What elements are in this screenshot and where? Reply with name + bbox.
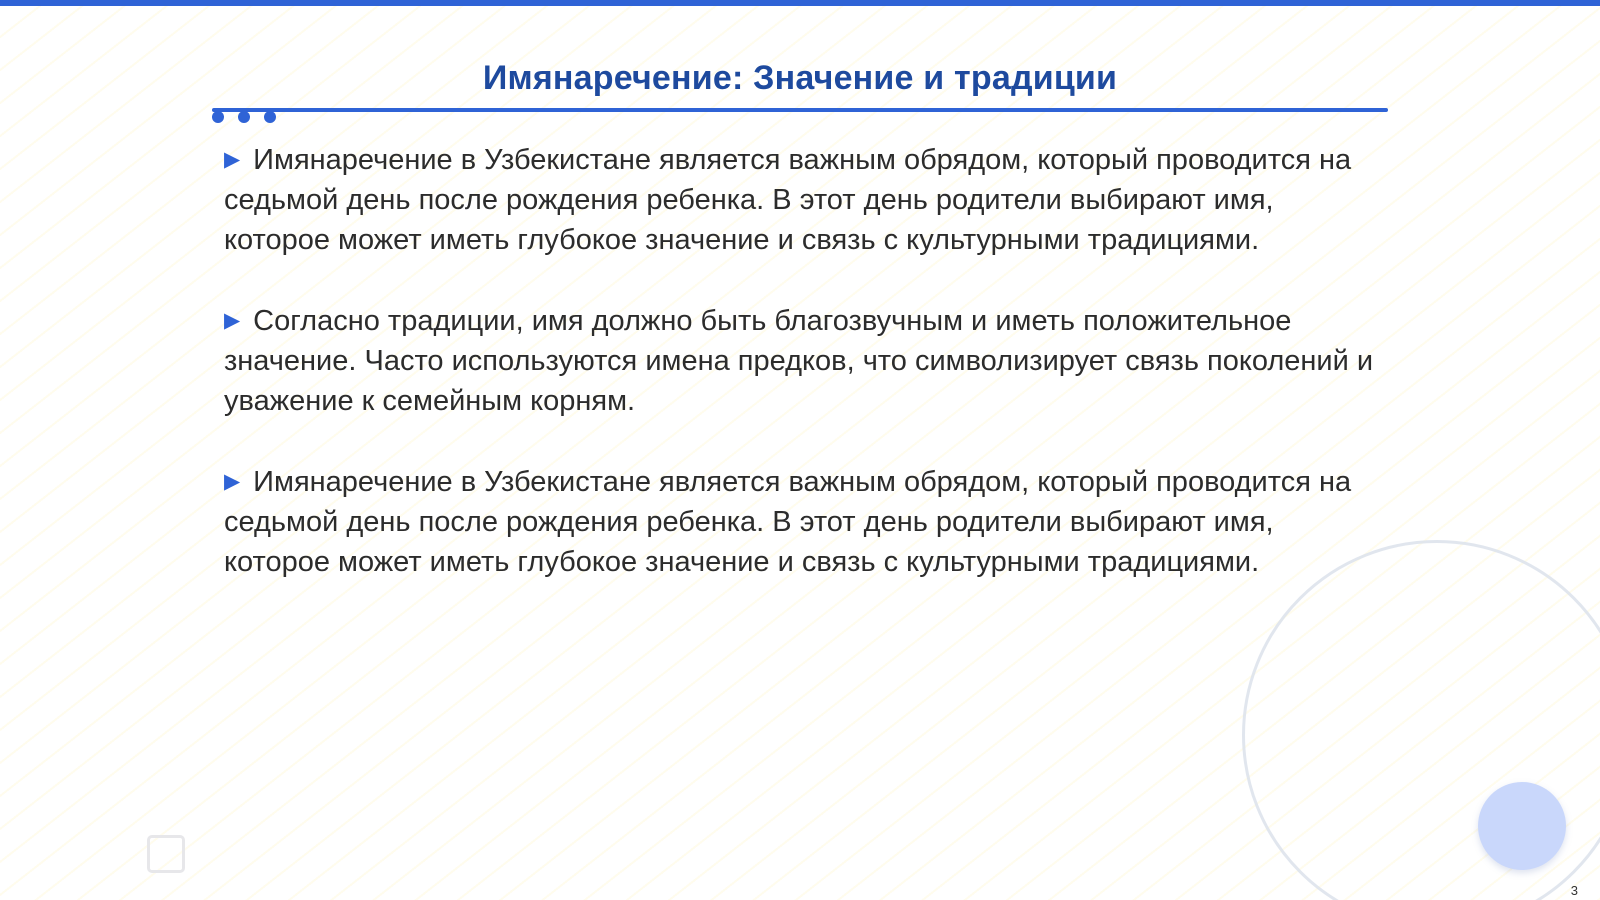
bullet-item bbox=[224, 140, 1374, 260]
page-number: 3 bbox=[1570, 883, 1578, 898]
decorative-square-outline bbox=[147, 835, 185, 873]
dot-icon bbox=[212, 111, 224, 123]
slide-title: Имянаречение: Значение и традиции bbox=[482, 59, 1118, 97]
triangle-right-icon: ▶ bbox=[224, 148, 241, 171]
bullet-text: Согласно традиции, имя должно быть благозвучным и иметь положительное значение. Часто используются имена предков, что символизирует связь поколений и уважение к семейным корням. bbox=[224, 305, 1374, 417]
top-accent-bar bbox=[0, 0, 1600, 6]
dot-icon bbox=[264, 111, 276, 123]
bullet-text: Имянаречение в Узбекистане является важным обрядом, который проводится на седьмой день после рождения ребенка. В этот день родители выбирают имя, которое может иметь глубокое значение и связь с культурными традициями. bbox=[224, 144, 1352, 256]
title-underline bbox=[212, 108, 1388, 112]
title-dots bbox=[212, 111, 282, 125]
bullet-list bbox=[224, 140, 1374, 623]
bullet-item bbox=[224, 462, 1374, 582]
dot-icon bbox=[238, 111, 250, 123]
decorative-filled-circle bbox=[1478, 782, 1566, 870]
triangle-right-icon: ▶ bbox=[224, 309, 241, 332]
bullet-item bbox=[224, 301, 1374, 421]
bullet-text: Имянаречение в Узбекистане является важным обрядом, который проводится на седьмой день после рождения ребенка. В этот день родители выбирают имя, которое может иметь глубокое значение и связь с культурными традициями. bbox=[224, 466, 1352, 578]
triangle-right-icon: ▶ bbox=[224, 470, 241, 493]
